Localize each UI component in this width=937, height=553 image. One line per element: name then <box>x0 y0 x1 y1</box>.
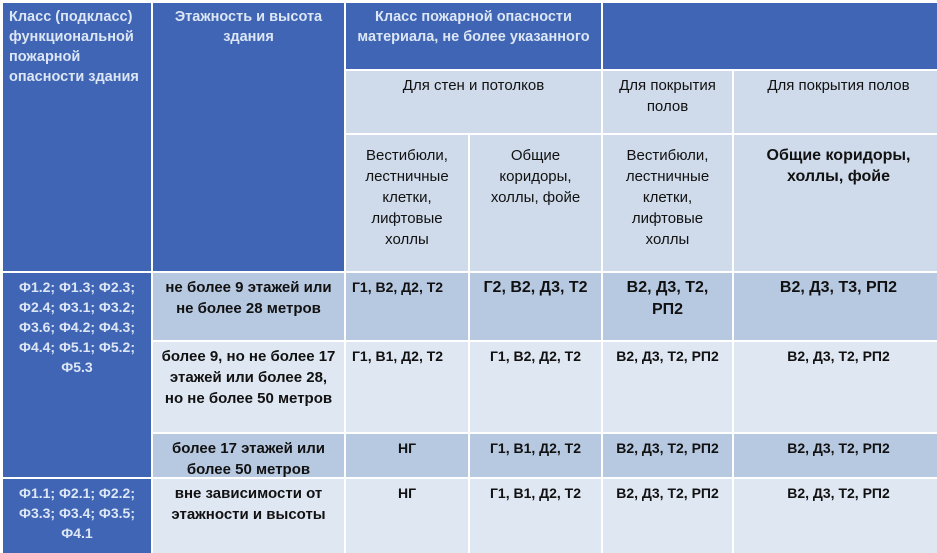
header-floor-cover-2: Для покрытия полов <box>734 71 937 133</box>
header-sub-4: Общие коридоры, холлы, фойе <box>734 135 937 271</box>
cell-value: Г1, В1, Д2, Т2 <box>470 479 601 553</box>
header-sub-3: Вестибюли, лестничные клетки, лифтовые холлы <box>603 135 732 271</box>
fire-safety-table <box>3 3 933 547</box>
row-height: более 9, но не более 17 этажей или более 28, но не более 50 метров <box>153 342 344 432</box>
header-height-col: Этажность и высота здания <box>153 3 344 271</box>
row-height: вне зависимости от этажности и высоты <box>153 479 344 553</box>
header-class-col: Класс (подкласс) функциональной пожарной опасности здания <box>3 3 151 271</box>
cell-value: В2, Д3, Т2, РП2 <box>734 479 937 553</box>
cell-value: В2, Д3, Т2, РП2 <box>603 273 732 340</box>
header-walls: Для стен и потолков <box>346 71 601 133</box>
cell-value: НГ <box>346 434 468 477</box>
row-height: не более 9 этажей или не более 28 метров <box>153 273 344 340</box>
header-material-col: Класс пожарной опасности материала, не более указанного <box>346 3 601 69</box>
header-sub-2: Общие коридоры, холлы, фойе <box>470 135 601 271</box>
cell-value: В2, Д3, Т2, РП2 <box>734 342 937 432</box>
header-floor-cover-1: Для покрытия полов <box>603 71 732 133</box>
cell-value: В2, Д3, Т2, РП2 <box>603 342 732 432</box>
header-sub-1: Вестибюли, лестничные клетки, лифтовые холлы <box>346 135 468 271</box>
cell-value: В2, Д3, Т2, РП2 <box>734 434 937 477</box>
cell-value: Г1, В2, Д2, Т2 <box>470 342 601 432</box>
group-classes: Ф1.2; Ф1.3; Ф2.3; Ф2.4; Ф3.1; Ф3.2; Ф3.6; Ф4.2; Ф4.3; Ф4.4; Ф5.1; Ф5.2; Ф5.3 <box>3 273 151 477</box>
cell-value: Г1, В1, Д2, Т2 <box>470 434 601 477</box>
cell-value: В2, Д3, Т2, РП2 <box>603 479 732 553</box>
cell-value: Г1, В1, Д2, Т2 <box>346 342 468 432</box>
cell-value: НГ <box>346 479 468 553</box>
cell-value: Г2, В2, Д3, Т2 <box>470 273 601 340</box>
cell-value: В2, Д3, Т3, РП2 <box>734 273 937 340</box>
row-height: более 17 этажей или более 50 метров <box>153 434 344 477</box>
header-filler <box>603 3 937 69</box>
group-classes: Ф1.1; Ф2.1; Ф2.2; Ф3.3; Ф3.4; Ф3.5; Ф4.1 <box>3 479 151 553</box>
cell-value: Г1, В2, Д2, Т2 <box>346 273 468 340</box>
cell-value: В2, Д3, Т2, РП2 <box>603 434 732 477</box>
